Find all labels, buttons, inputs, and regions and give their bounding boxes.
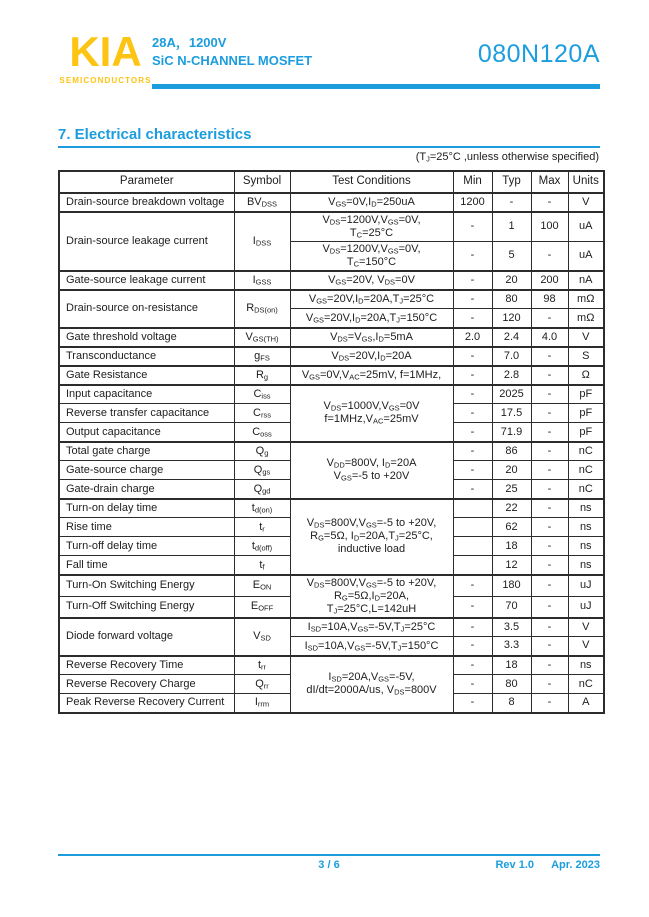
cell-val: - — [531, 537, 568, 556]
cell-val: 62 — [492, 518, 531, 537]
cell-param: Turn-Off Switching Energy — [59, 596, 234, 617]
cell-param: Gate-source charge — [59, 461, 234, 480]
cell-val: - — [531, 385, 568, 404]
cell-val: - — [453, 480, 492, 499]
cell-val: - — [531, 442, 568, 461]
cell-val: - — [531, 241, 568, 270]
cell-param: Turn-on delay time — [59, 499, 234, 518]
revision-date: Apr. 2023 — [551, 859, 600, 871]
cell-unit: ns — [568, 656, 604, 675]
cell-cond: $I_{SD}=10A,V_{GS}=-5V,T_J=25^\circ C$ — [290, 618, 453, 637]
cell-param: Drain-source leakage current — [59, 212, 234, 271]
cell-val — [453, 518, 492, 537]
cell-val: - — [453, 290, 492, 309]
cell-val: - — [453, 637, 492, 656]
cell-val: - — [453, 423, 492, 442]
column-header: Typ — [492, 171, 531, 193]
cell-val: 200 — [531, 271, 568, 290]
cell-unit: pF — [568, 385, 604, 404]
kia-logo — [57, 30, 154, 85]
cell-val: 120 — [492, 309, 531, 328]
table-row — [59, 442, 604, 461]
cell-sym: $Q_{gs}$ — [234, 461, 290, 480]
cell-val: 18 — [492, 656, 531, 675]
cell-val: - — [453, 309, 492, 328]
cell-cond: $V_{GS}=0V,I_D=250uA$ — [290, 193, 453, 212]
cell-val: - — [531, 575, 568, 596]
cell-val: 3.3 — [492, 637, 531, 656]
cell-val: - — [453, 461, 492, 480]
product-rating: 28A，1200V — [152, 35, 227, 50]
table-header-row — [59, 171, 604, 193]
cell-sym: $t_f$ — [234, 556, 290, 575]
electrical-characteristics-table — [58, 170, 605, 714]
cell-unit: pF — [568, 423, 604, 442]
cell-val: - — [453, 404, 492, 423]
cell-unit: Ω — [568, 366, 604, 385]
cell-sym: $t_{d(on)}$ — [234, 499, 290, 518]
cell-param: Rise time — [59, 518, 234, 537]
cell-val: 12 — [492, 556, 531, 575]
cell-val: - — [453, 347, 492, 366]
cell-val: - — [453, 366, 492, 385]
cell-sym: $t_r$ — [234, 518, 290, 537]
table-row — [59, 347, 604, 366]
cell-val: 5 — [492, 241, 531, 270]
cell-cond: $V_{DS}=20V,I_D=20A$ — [290, 347, 453, 366]
cell-param: Transconductance — [59, 347, 234, 366]
cell-unit: uJ — [568, 596, 604, 617]
column-header: Symbol — [234, 171, 290, 193]
cell-param: Gate-source leakage current — [59, 271, 234, 290]
cell-val: - — [531, 556, 568, 575]
column-header: Test Conditions — [290, 171, 453, 193]
cell-sym: $I_{GSS}$ — [234, 271, 290, 290]
table-row — [59, 271, 604, 290]
cell-unit: A — [568, 694, 604, 713]
cell-cond: $V_{DS}=1200V,V_{GS}=0V$, $T_C=150^\circ C$ — [290, 241, 453, 270]
cell-val: - — [453, 575, 492, 596]
cell-unit: S — [568, 347, 604, 366]
cell-val — [453, 537, 492, 556]
cell-val: 22 — [492, 499, 531, 518]
cell-sym: $C_{iss}$ — [234, 385, 290, 404]
cell-param: Output capacitance — [59, 423, 234, 442]
cell-cond: $V_{GS}=20V$, $V_{DS}=0V$ — [290, 271, 453, 290]
cell-unit: ns — [568, 518, 604, 537]
cell-unit: uA — [568, 241, 604, 270]
table-row — [59, 575, 604, 596]
cell-sym: $Q_g$ — [234, 442, 290, 461]
cell-sym: $R_{DS(on)}$ — [234, 290, 290, 328]
cell-val: 18 — [492, 537, 531, 556]
cell-unit: ns — [568, 499, 604, 518]
cell-val: - — [531, 347, 568, 366]
cell-val: 8 — [492, 694, 531, 713]
cell-val: 20 — [492, 461, 531, 480]
cell-val: 2.0 — [453, 328, 492, 347]
cell-sym: $E_{ON}$ — [234, 575, 290, 596]
cell-cond: $V_{DS}=1200V,V_{GS}=0V$, $T_C=25^\circ C$ — [290, 212, 453, 241]
cell-unit: mΩ — [568, 309, 604, 328]
cell-unit: uA — [568, 212, 604, 241]
cell-val: - — [453, 271, 492, 290]
cell-val: - — [531, 618, 568, 637]
cell-val: - — [531, 309, 568, 328]
cell-param: Diode forward voltage — [59, 618, 234, 656]
cell-val: 70 — [492, 596, 531, 617]
cell-sym: $C_{rss}$ — [234, 404, 290, 423]
cell-param: Drain-source on-resistance — [59, 290, 234, 328]
table-row — [59, 656, 604, 675]
cell-val — [453, 499, 492, 518]
cell-sym: $C_{oss}$ — [234, 423, 290, 442]
section-title: 7. Electrical characteristics — [58, 126, 252, 143]
cell-sym: $g_{FS}$ — [234, 347, 290, 366]
cell-val: - — [531, 193, 568, 212]
table-header — [59, 171, 604, 193]
cell-val: - — [453, 241, 492, 270]
cell-val: - — [531, 596, 568, 617]
cell-val: - — [453, 212, 492, 241]
cell-val: - — [453, 675, 492, 694]
cell-unit: ns — [568, 537, 604, 556]
cell-sym: $t_{d(off)}$ — [234, 537, 290, 556]
cell-unit: nA — [568, 271, 604, 290]
cell-sym: $I_{DSS}$ — [234, 212, 290, 271]
header-divider — [152, 84, 600, 89]
column-header: Parameter — [59, 171, 234, 193]
test-condition-note: ($T_J=25^\circ C$ ,unless otherwise specified) — [415, 151, 599, 164]
cell-unit: V — [568, 637, 604, 656]
logo-subtext: SEMICONDUCTORS — [59, 76, 152, 86]
cell-val: - — [531, 404, 568, 423]
cell-val: 17.5 — [492, 404, 531, 423]
table-row — [59, 618, 604, 637]
cell-sym: $Q_{gd}$ — [234, 480, 290, 499]
table-row — [59, 328, 604, 347]
cell-val: - — [531, 366, 568, 385]
cell-val: 180 — [492, 575, 531, 596]
cell-val: - — [453, 442, 492, 461]
cell-val: 71.9 — [492, 423, 531, 442]
cell-param: Gate Resistance — [59, 366, 234, 385]
cell-val: - — [531, 518, 568, 537]
cell-unit: nC — [568, 442, 604, 461]
cell-cond: $V_{GS}=0V,V_{AC}=25mV$, f=1MHz, — [290, 366, 453, 385]
cell-val: 3.5 — [492, 618, 531, 637]
cell-val: - — [531, 675, 568, 694]
cell-val: - — [531, 461, 568, 480]
section-title-underline — [58, 146, 600, 148]
table-row — [59, 366, 604, 385]
cell-val: - — [531, 694, 568, 713]
cell-val: - — [453, 596, 492, 617]
product-type: SiC N-CHANNEL MOSFET — [152, 52, 313, 68]
cell-val: 25 — [492, 480, 531, 499]
cell-unit: ns — [568, 556, 604, 575]
cell-unit: nC — [568, 480, 604, 499]
cell-val: - — [531, 656, 568, 675]
cell-val: 20 — [492, 271, 531, 290]
cell-param: Input capacitance — [59, 385, 234, 404]
table-body — [59, 193, 604, 713]
logo-text: KIA — [69, 28, 142, 75]
cell-val: 1200 — [453, 193, 492, 212]
page-number: 3 / 6 — [318, 859, 340, 871]
cell-cond: $V_{DS}=1000V,V_{GS}=0V$ $f=1MHz,V_{AC}=25mV$ — [290, 385, 453, 442]
cell-val: - — [453, 618, 492, 637]
cell-val: 80 — [492, 675, 531, 694]
cell-unit: V — [568, 328, 604, 347]
cell-val — [453, 556, 492, 575]
cell-param: Gate-drain charge — [59, 480, 234, 499]
footer-divider — [58, 854, 600, 856]
product-info — [152, 34, 312, 69]
cell-param: Drain-source breakdown voltage — [59, 193, 234, 212]
cell-sym: $E_{OFF}$ — [234, 596, 290, 617]
cell-cond: $V_{GS}=20V,I_D=20A,T_J=25^\circ C$ — [290, 290, 453, 309]
cell-param: Reverse Recovery Charge — [59, 675, 234, 694]
column-header: Max — [531, 171, 568, 193]
cell-sym: $Q_{rr}$ — [234, 675, 290, 694]
table-row — [59, 499, 604, 518]
cell-unit: uJ — [568, 575, 604, 596]
cell-cond: $I_{SD}=20A,V_{GS}=-5V$, dI/dt=2000A/us, $V_{DS}=800V$ — [290, 656, 453, 713]
cell-sym: $t_{rr}$ — [234, 656, 290, 675]
cell-sym: $BV_{DSS}$ — [234, 193, 290, 212]
cell-val: - — [453, 385, 492, 404]
cell-val: 98 — [531, 290, 568, 309]
cell-cond: $V_{DS}=800V,V_{GS}=-5$ to +20V, $R_G=5\Omega,I_D=20A$, $T_J=25^\circ C,L=142uH$ — [290, 575, 453, 618]
cell-val: - — [453, 694, 492, 713]
cell-val: 7.0 — [492, 347, 531, 366]
table-row — [59, 193, 604, 212]
cell-unit: nC — [568, 461, 604, 480]
cell-param: Reverse Recovery Time — [59, 656, 234, 675]
cell-val: 80 — [492, 290, 531, 309]
cell-unit: nC — [568, 675, 604, 694]
cell-cond: $V_{DS}=V_{GS},I_D=5mA$ — [290, 328, 453, 347]
cell-param: Gate threshold voltage — [59, 328, 234, 347]
cell-val: 2.4 — [492, 328, 531, 347]
cell-val: 2025 — [492, 385, 531, 404]
cell-cond: $I_{SD}=10A,V_{GS}=-5V,T_J=150^\circ C$ — [290, 637, 453, 656]
cell-param: Total gate charge — [59, 442, 234, 461]
table-row — [59, 385, 604, 404]
cell-cond: $V_{DD}=800V$, $I_D=20A$ $V_{GS}=-5$ to +20V — [290, 442, 453, 499]
cell-val: - — [531, 499, 568, 518]
cell-val: - — [531, 637, 568, 656]
cell-unit: V — [568, 618, 604, 637]
revision-info — [495, 859, 600, 871]
cell-val: 1 — [492, 212, 531, 241]
cell-unit: V — [568, 193, 604, 212]
cell-val: - — [531, 480, 568, 499]
cell-param: Peak Reverse Recovery Current — [59, 694, 234, 713]
cell-unit: pF — [568, 404, 604, 423]
table-row — [59, 212, 604, 241]
revision-label: Rev 1.0 — [495, 859, 535, 871]
cell-val: 2.8 — [492, 366, 531, 385]
cell-val: 100 — [531, 212, 568, 241]
cell-param: Turn-On Switching Energy — [59, 575, 234, 596]
cell-cond: $V_{GS}=20V,I_D=20A,T_J=150^\circ C$ — [290, 309, 453, 328]
cell-sym: $V_{GS(TH)}$ — [234, 328, 290, 347]
cell-sym: $I_{rrm}$ — [234, 694, 290, 713]
column-header: Min — [453, 171, 492, 193]
part-number: 080N120A — [477, 40, 600, 68]
cell-val: 4.0 — [531, 328, 568, 347]
cell-val: 86 — [492, 442, 531, 461]
cell-cond: $V_{DS}=800V,V_{GS}=-5$ to +20V, $R_G=5\Omega$, $I_D=20A,T_J=25^\circ C$, inductive load — [290, 499, 453, 575]
cell-param: Reverse transfer capacitance — [59, 404, 234, 423]
cell-sym: $R_g$ — [234, 366, 290, 385]
table-row — [59, 290, 604, 309]
cell-sym: $V_{SD}$ — [234, 618, 290, 656]
cell-val: - — [531, 423, 568, 442]
cell-unit: mΩ — [568, 290, 604, 309]
cell-param: Turn-off delay time — [59, 537, 234, 556]
cell-param: Fall time — [59, 556, 234, 575]
column-header: Units — [568, 171, 604, 193]
cell-val: - — [453, 656, 492, 675]
cell-val: - — [492, 193, 531, 212]
